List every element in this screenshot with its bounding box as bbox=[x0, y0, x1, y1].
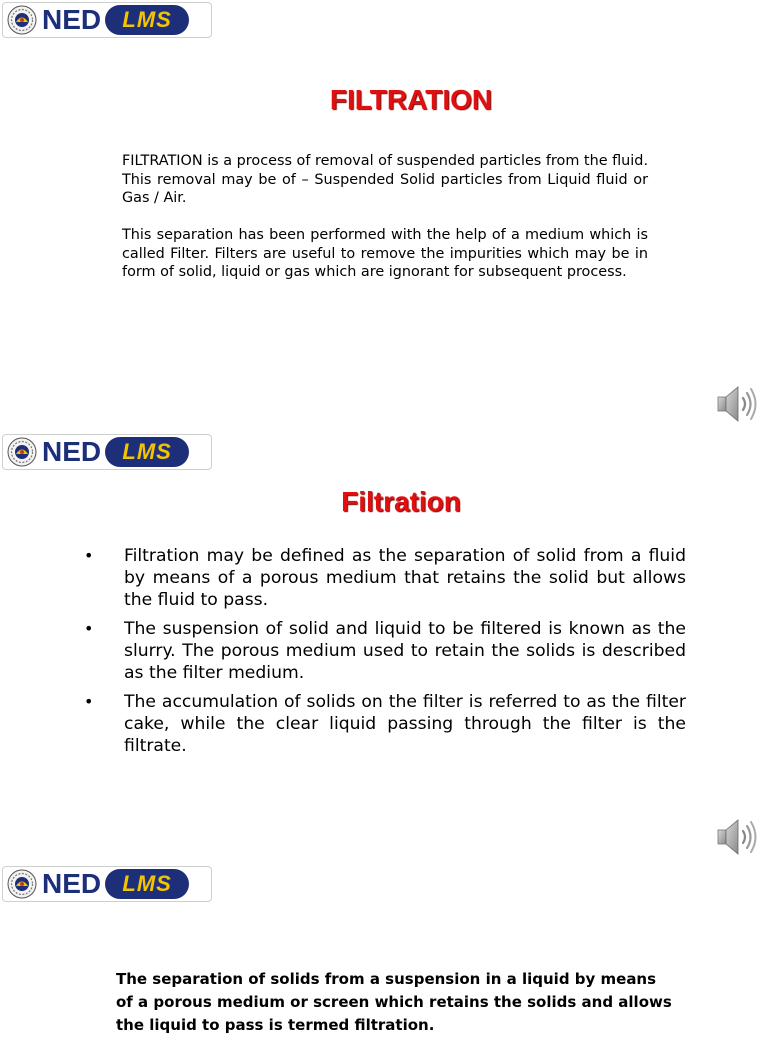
logo-lms-text: LMS bbox=[122, 439, 172, 464]
bullet-text: Filtration may be defined as the separation of solid from a fluid by means of a porous medium that retains the solid but allows the fluid to pass. bbox=[124, 546, 686, 610]
slide-3-text: The separation of solids from a suspension in a liquid by means of a porous medium or screen which retains the solids and allows the liquid to pass is termed filtration. bbox=[116, 970, 672, 1034]
ned-lms-logo bbox=[2, 2, 212, 38]
logo-ned-text: NED bbox=[42, 4, 102, 35]
bullet-marker: • bbox=[84, 619, 94, 638]
bullet-item bbox=[84, 691, 686, 757]
logo-ned-text: NED bbox=[42, 436, 102, 467]
slide-1-paragraph: This separation has been performed with the help of a medium which is called Filter. Filters are useful to remove the impurities which may be in form of solid, liquid or gas which are ignorant for subsequent process. bbox=[122, 227, 648, 280]
slide-2-bullet-list bbox=[84, 545, 686, 764]
slide-1 bbox=[0, 0, 768, 432]
bullet-marker: • bbox=[84, 546, 94, 565]
logo-lms-badge bbox=[105, 869, 189, 899]
ned-seal-icon bbox=[7, 437, 37, 467]
ned-seal-icon bbox=[7, 869, 37, 899]
logo-lms-badge bbox=[105, 437, 189, 467]
logo-ned-text: NED bbox=[42, 868, 102, 899]
logo-lms-badge bbox=[105, 5, 189, 35]
bullet-marker: • bbox=[84, 692, 94, 711]
bullet-text: The accumulation of solids on the filter is referred to as the filter cake, while the clear liquid passing through the filter is the filtrate. bbox=[124, 692, 686, 756]
ned-seal-icon bbox=[7, 5, 37, 35]
bullet-text: The suspension of solid and liquid to be filtered is known as the slurry. The porous medium used to retain the solids is described as the filter medium. bbox=[124, 619, 686, 683]
ned-lms-logo bbox=[2, 434, 212, 470]
slide-2-title: Filtration bbox=[341, 486, 461, 517]
speaker-icon[interactable] bbox=[716, 815, 758, 859]
logo-lms-text: LMS bbox=[122, 871, 172, 896]
speaker-icon[interactable] bbox=[716, 382, 758, 426]
slide-1-title: FILTRATION bbox=[329, 84, 493, 115]
ned-lms-logo bbox=[2, 866, 212, 902]
slide-1-paragraph: FILTRATION is a process of removal of suspended particles from the fluid. This removal may be of – Suspended Solid particles from Liquid fluid or Gas / Air. bbox=[122, 153, 649, 206]
bullet-item bbox=[84, 618, 686, 684]
bullet-item bbox=[84, 545, 686, 611]
logo-lms-text: LMS bbox=[122, 7, 172, 32]
